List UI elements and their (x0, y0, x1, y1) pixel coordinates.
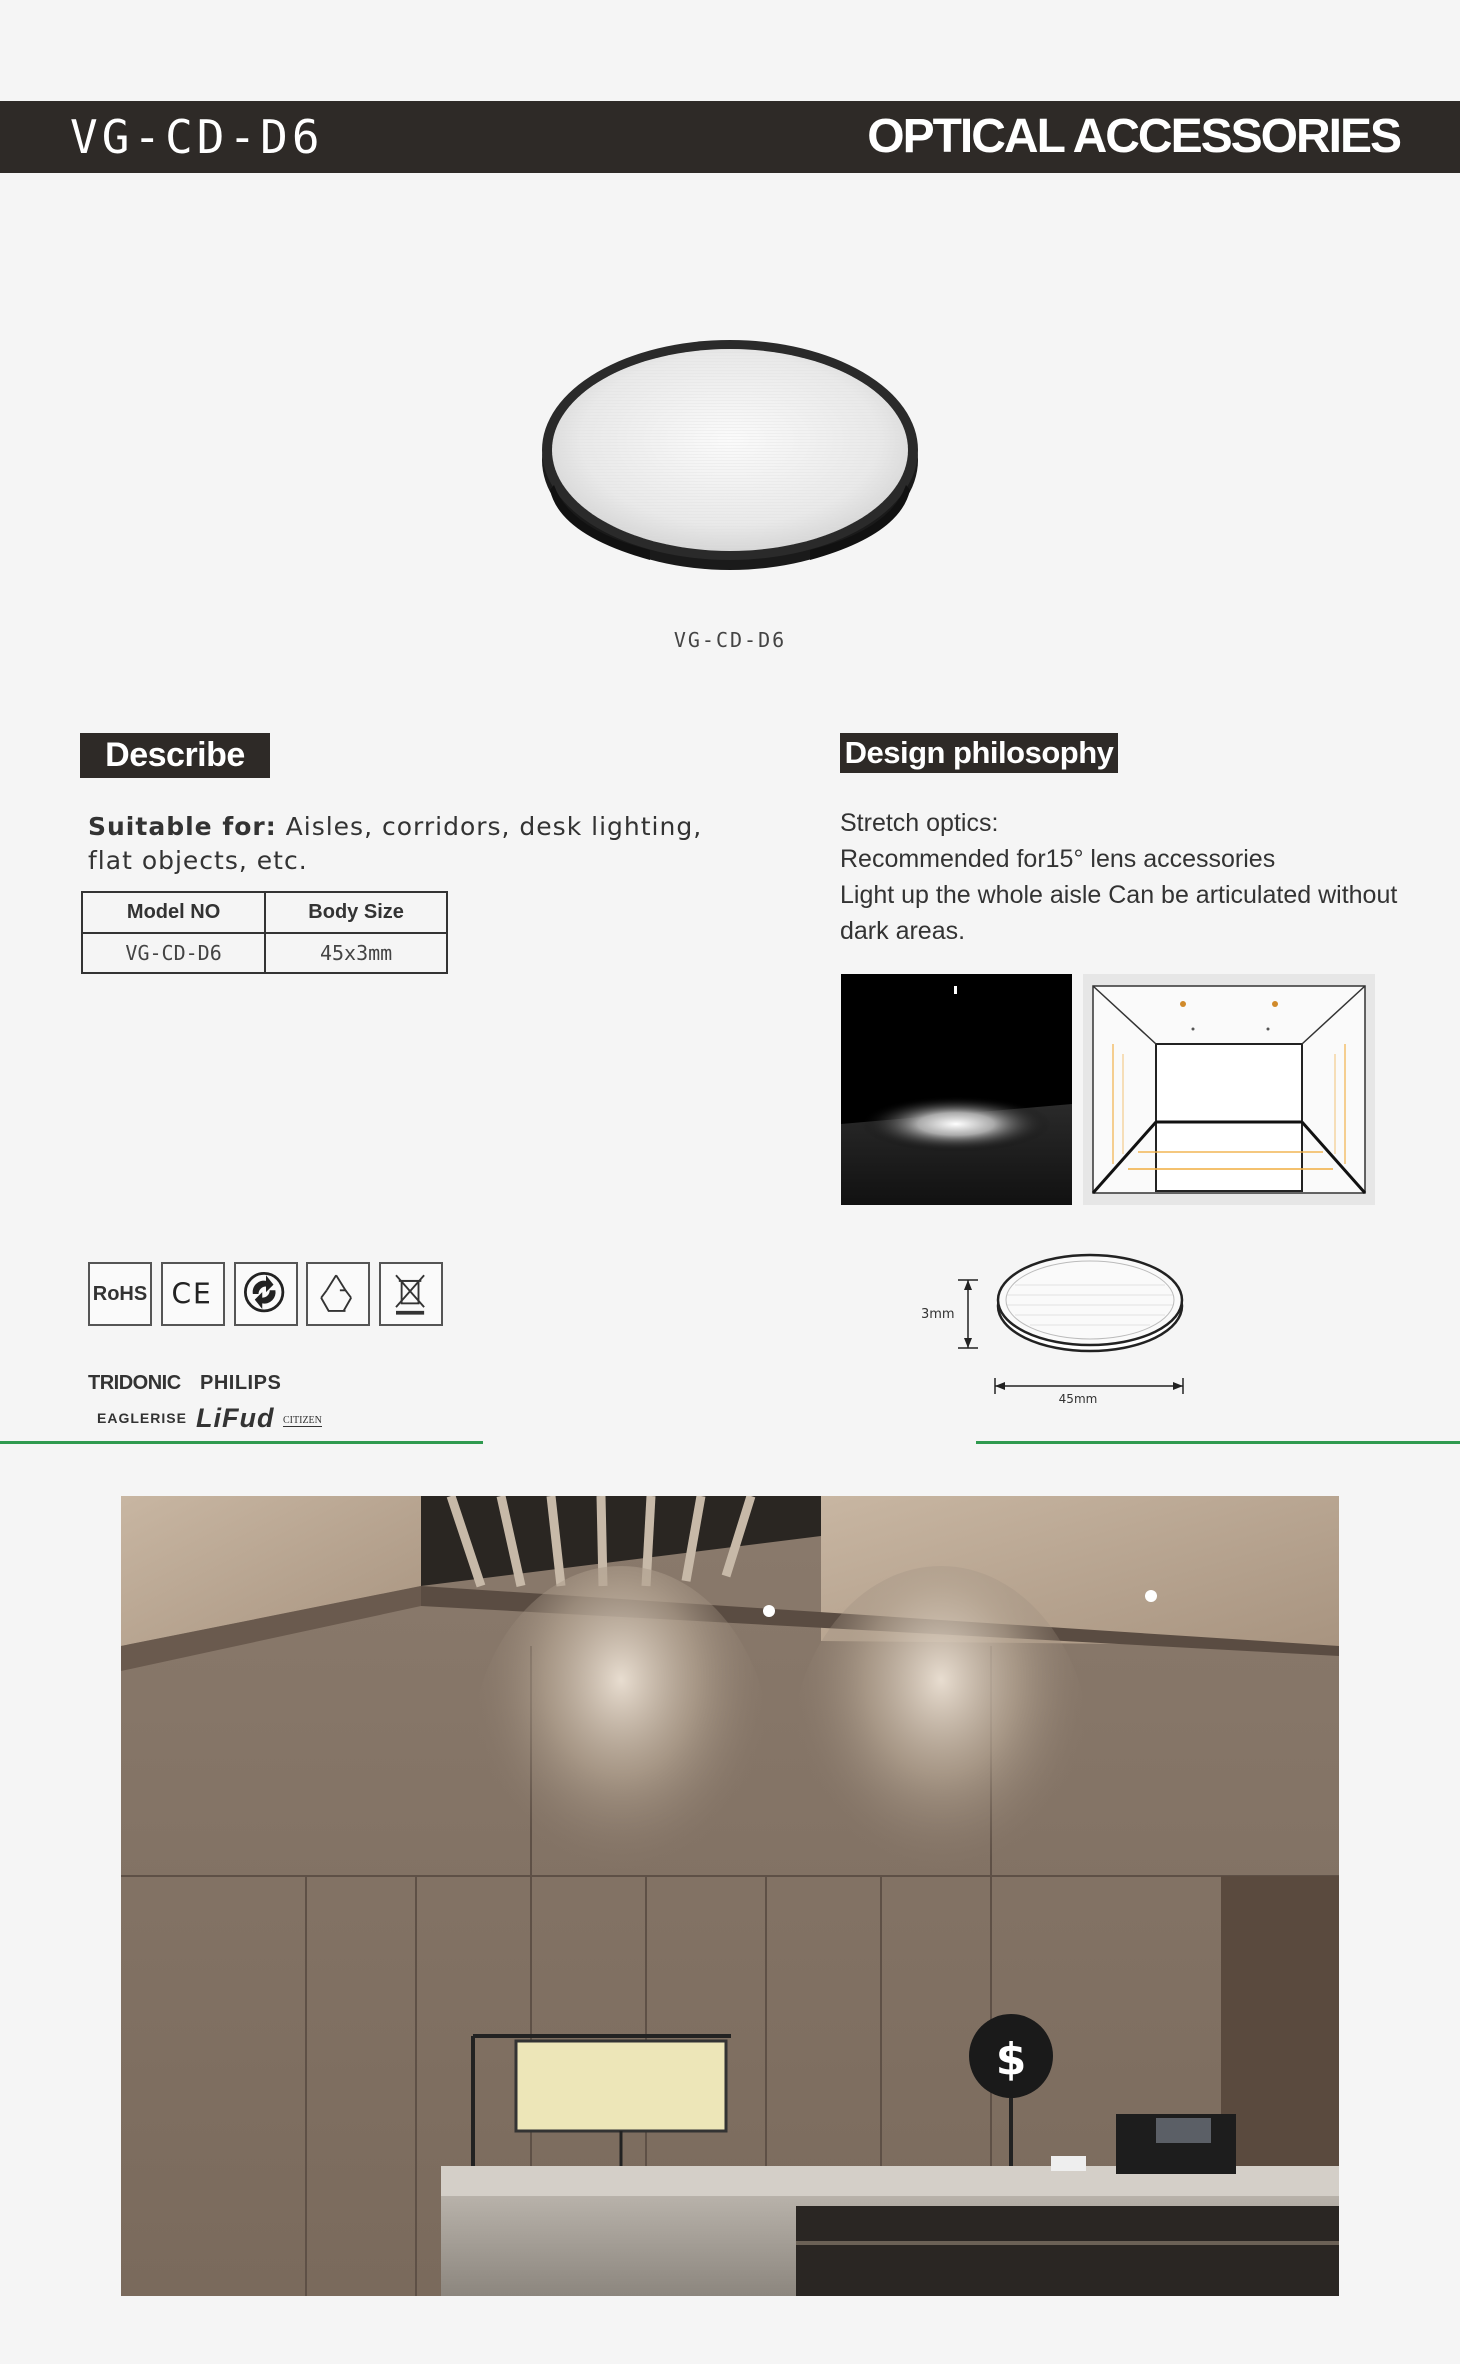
design-text (840, 805, 1420, 949)
describe-section-title: Describe (80, 733, 270, 778)
divider-right (976, 1441, 1460, 1444)
svg-text:$: $ (995, 2034, 1027, 2085)
spec-table (81, 891, 448, 974)
design-line: Light up the whole aisle Can be articulated without dark areas. (840, 881, 1398, 945)
design-line: Stretch optics: (840, 809, 999, 837)
model-title: VG-CD-D6 (70, 110, 324, 164)
weee-bin-icon (379, 1262, 443, 1326)
suitable-for-value: Aisles, corridors, desk lighting, flat objects, etc. (88, 812, 703, 875)
height-dimension-label: 3mm (921, 1307, 955, 1322)
suitable-for-label: Suitable for: (88, 812, 277, 841)
light-beam-illustration (841, 974, 1072, 1205)
citizen-logo: CITIZEN (283, 1415, 322, 1426)
table-header-model: Model NO (82, 892, 265, 933)
table-cell-body-size: 45x3mm (265, 933, 447, 974)
category-title: OPTICAL ACCESSORIES (867, 110, 1400, 163)
table-header-body-size: Body Size (265, 892, 447, 933)
ce-icon (161, 1262, 225, 1326)
green-dot-recycle-icon (234, 1262, 298, 1326)
table-cell-model: VG-CD-D6 (82, 933, 265, 974)
corridor-illustration (1083, 974, 1375, 1205)
recycle-icon (306, 1262, 370, 1326)
rohs-icon: RoHS (88, 1262, 152, 1326)
table-header-row (82, 892, 447, 933)
lifud-logo: LiFud (196, 1403, 275, 1433)
tridonic-logo: TRIDONIC (88, 1372, 181, 1394)
design-line: Recommended for15° lens accessories (840, 845, 1276, 873)
dimension-drawing (915, 1250, 1195, 1410)
design-section-title: Design philosophy (840, 733, 1118, 773)
table-row (82, 933, 447, 974)
divider-left (0, 1441, 483, 1444)
product-lens-image (530, 325, 930, 575)
application-photo (121, 1496, 1339, 2296)
product-caption: VG-CD-D6 (673, 628, 787, 652)
eaglerise-logo: EAGLERISE (97, 1410, 187, 1426)
suitable-for-text (88, 810, 708, 878)
width-dimension-label: 45mm (1058, 1392, 1098, 1406)
ce-label: CE (171, 1277, 213, 1311)
philips-logo: PHILIPS (200, 1372, 282, 1394)
